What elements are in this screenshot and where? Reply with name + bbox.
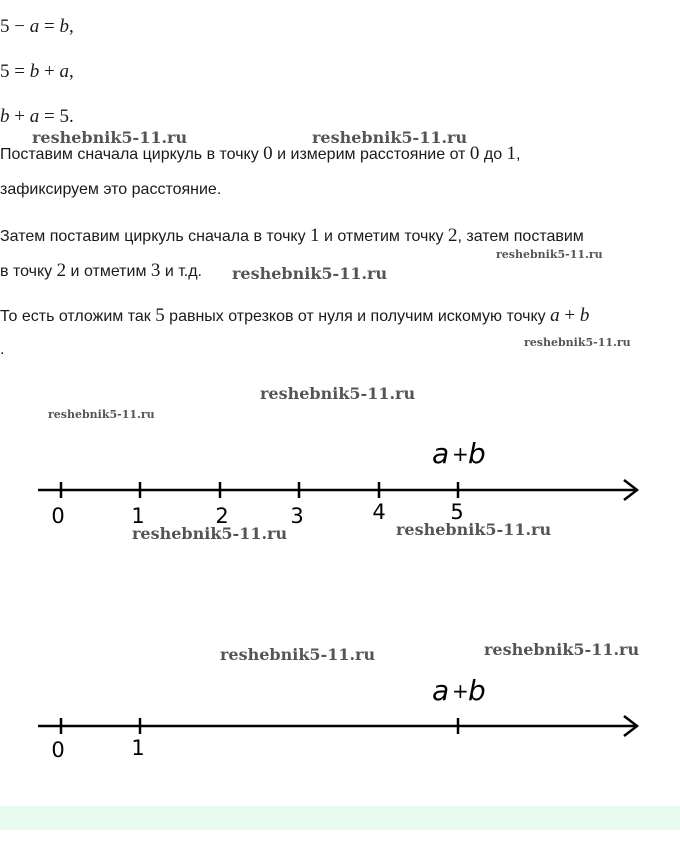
tick-label-0: 0 <box>51 738 65 762</box>
eq2-comma: , <box>68 61 74 82</box>
watermark: reshebnik5-11.ru <box>312 128 468 147</box>
paragraph-6: . <box>0 341 5 358</box>
eq3-var-a: a <box>29 106 40 127</box>
number-line-2 <box>0 666 680 762</box>
eq3-var-b: b <box>0 106 10 127</box>
sum-label-a: a <box>432 674 450 707</box>
watermark: reshebnik5-11.ru <box>396 520 552 539</box>
sum-label-b: b <box>468 674 486 707</box>
eq3-plus: + <box>14 106 25 127</box>
eq1-minus: − <box>14 16 25 37</box>
sum-label-b: b <box>468 437 486 470</box>
eq1-equals: = <box>43 16 55 37</box>
watermark: reshebnik5-11.ru <box>484 640 640 659</box>
watermark: reshebnik5-11.ru <box>524 336 631 349</box>
number-line-1 <box>0 430 680 560</box>
sum-label-plus: + <box>452 679 469 703</box>
tick-label-1: 1 <box>131 736 145 760</box>
tick-label-0: 0 <box>51 504 65 528</box>
paragraph-4: в точку 2 и отметим 3 и т.д. <box>0 260 202 281</box>
paragraph-3: Затем поставим циркуль сначала в точку 1 и отметим точку 2, затем поставим <box>0 225 584 246</box>
equation-3 <box>0 106 74 128</box>
eq2-var-b: b <box>29 61 40 82</box>
eq1-number: 5 <box>0 16 10 37</box>
watermark: reshebnik5-11.ru <box>496 248 603 261</box>
watermark: reshebnik5-11.ru <box>32 128 188 147</box>
paragraph-1: Поставим сначала циркуль в точку 0 и измерим расстояние от 0 до 1, <box>0 143 521 164</box>
equation-1 <box>0 16 74 38</box>
tick-label-2: 2 <box>215 504 229 528</box>
eq2-plus: + <box>43 61 55 82</box>
equation-2 <box>0 61 74 83</box>
watermark: reshebnik5-11.ru <box>48 408 155 421</box>
eq2-var-a: a <box>59 61 69 82</box>
watermark: reshebnik5-11.ru <box>260 384 416 403</box>
bottom-bar <box>0 806 680 830</box>
eq1-var-a: a <box>29 16 40 37</box>
paragraph-5: То есть отложим так 5 равных отрезков от нуля и получим искомую точку a + b <box>0 305 590 326</box>
tick-label-4: 4 <box>372 500 386 524</box>
sum-label-plus: + <box>452 442 469 466</box>
eq3-number: 5 <box>59 106 69 127</box>
eq3-equals: = <box>43 106 55 127</box>
watermark: reshebnik5-11.ru <box>220 645 376 664</box>
eq2-number: 5 <box>0 61 10 82</box>
tick-label-1: 1 <box>131 504 145 528</box>
paragraph-2: зафиксируем это расстояние. <box>0 181 222 198</box>
eq1-var-b: b <box>59 16 69 37</box>
tick-label-3: 3 <box>290 504 304 528</box>
tick-label-5: 5 <box>450 500 464 524</box>
eq3-period: . <box>68 106 74 127</box>
eq1-comma: , <box>68 16 74 37</box>
watermark: reshebnik5-11.ru <box>132 524 288 543</box>
eq2-equals: = <box>14 61 25 82</box>
sum-label-a: a <box>432 437 450 470</box>
watermark: reshebnik5-11.ru <box>232 264 388 283</box>
